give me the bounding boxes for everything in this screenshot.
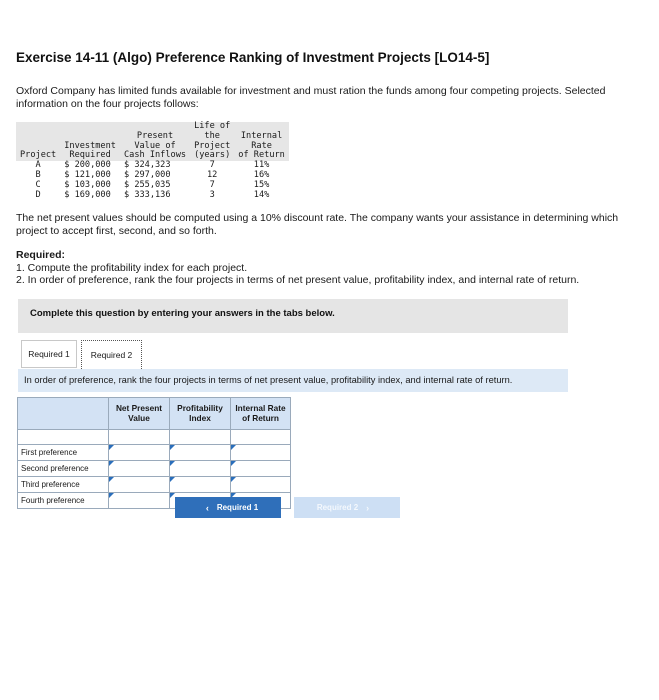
cell-present-value: $ 297,000 [120,171,190,181]
chevron-right-icon: › [366,502,370,513]
ranking-header-blank [18,398,109,430]
intro-text: Oxford Company has limited funds available for investment and must ration the funds among four competing projects. Selected information on the four projects follows: [16,85,606,110]
ranking-table [17,397,291,509]
table-row [16,191,289,201]
cell-project: D [16,191,60,201]
required-block [16,249,579,287]
header-internal-rate-of-return: Internal Rate of Return [231,398,291,430]
cell-life: 7 [190,161,234,171]
row-label-third: Third preference [18,477,109,493]
required-item-1: 1. Compute the profitability index for each project. [16,261,248,274]
cell-life: 12 [190,171,234,181]
cell-investment: $ 121,000 [60,171,120,181]
required-item-2: 2. In order of preference, rank the four projects in terms of net present value, profitability index, and internal rate of return. [16,274,580,286]
first-irr-input[interactable] [231,445,290,460]
cell-present-value: $ 255,035 [120,181,190,191]
next-required-button[interactable] [294,497,400,518]
third-irr-cell[interactable] [231,477,291,493]
cell-investment: $ 103,000 [60,181,120,191]
second-irr-input[interactable] [231,461,290,476]
header-profitability-index: Profitability Index [170,398,231,430]
cell-investment: $ 169,000 [60,191,120,201]
header-life: Life of the Project (years) [194,121,231,161]
cell-irr: 16% [234,171,289,181]
first-npv-input[interactable] [109,445,169,460]
cell-irr: 15% [234,181,289,191]
complete-question-bar [18,299,568,333]
first-irr-cell[interactable] [231,445,291,461]
row-label-fourth: Fourth preference [18,493,109,509]
tab-required-1[interactable]: Required 1 [21,340,77,368]
cell-life: 3 [190,191,234,201]
cell-project: C [16,181,60,191]
row-label-second: Second preference [18,461,109,477]
header-project: Project [20,150,57,161]
third-irr-input[interactable] [231,477,290,492]
row-label-first: First preference [18,445,109,461]
header-irr: Internal Rate of Return [238,130,285,161]
required-heading: Required: [16,249,66,261]
cell-irr: 11% [234,161,289,171]
header-present-value: Present Value of Cash Inflows [123,130,187,161]
second-npv-cell[interactable] [109,461,170,477]
fourth-npv-input[interactable] [109,493,169,508]
projects-table-header [16,122,289,161]
next-button-label: Required 2 [316,503,359,512]
third-pi-input[interactable] [170,477,230,492]
prev-required-button[interactable] [175,497,281,518]
header-net-present-value: Net Present Value [109,398,170,430]
instruction-text: In order of preference, rank the four projects in terms of net present value, profitability index, and internal rate of return. [18,369,568,392]
npv-note: The net present values should be computed using a 10% discount rate. The company wants your assistance in determining which project to accept first, second, and so forth. [16,212,619,237]
ranking-row-second [18,461,291,477]
second-pi-cell[interactable] [170,461,231,477]
first-pi-cell[interactable] [170,445,231,461]
first-npv-cell[interactable] [109,445,170,461]
complete-question-text: Complete this question by entering your answers in the tabs below. [30,308,335,319]
cell-project: A [16,161,60,171]
chevron-left-icon: ‹ [205,502,209,513]
ranking-row-third [18,477,291,493]
cell-project: B [16,171,60,181]
third-npv-cell[interactable] [109,477,170,493]
ranking-row-first [18,445,291,461]
first-pi-input[interactable] [170,445,230,460]
tab-required-2[interactable]: Required 2 [81,340,142,369]
second-npv-input[interactable] [109,461,169,476]
third-pi-cell[interactable] [170,477,231,493]
cell-irr: 14% [234,191,289,201]
header-investment: Investment Required [64,140,116,161]
cell-investment: $ 200,000 [60,161,120,171]
second-irr-cell[interactable] [231,461,291,477]
ranking-spacer-row [18,430,291,445]
prev-button-label: Required 1 [216,503,259,512]
third-npv-input[interactable] [109,477,169,492]
cell-present-value: $ 324,323 [120,161,190,171]
projects-table [16,122,289,200]
second-pi-input[interactable] [170,461,230,476]
cell-present-value: $ 333,136 [120,191,190,201]
exercise-title: Exercise 14-11 (Algo) Preference Ranking of Investment Projects [LO14-5] [16,50,490,65]
fourth-npv-cell[interactable] [109,493,170,509]
cell-life: 7 [190,181,234,191]
